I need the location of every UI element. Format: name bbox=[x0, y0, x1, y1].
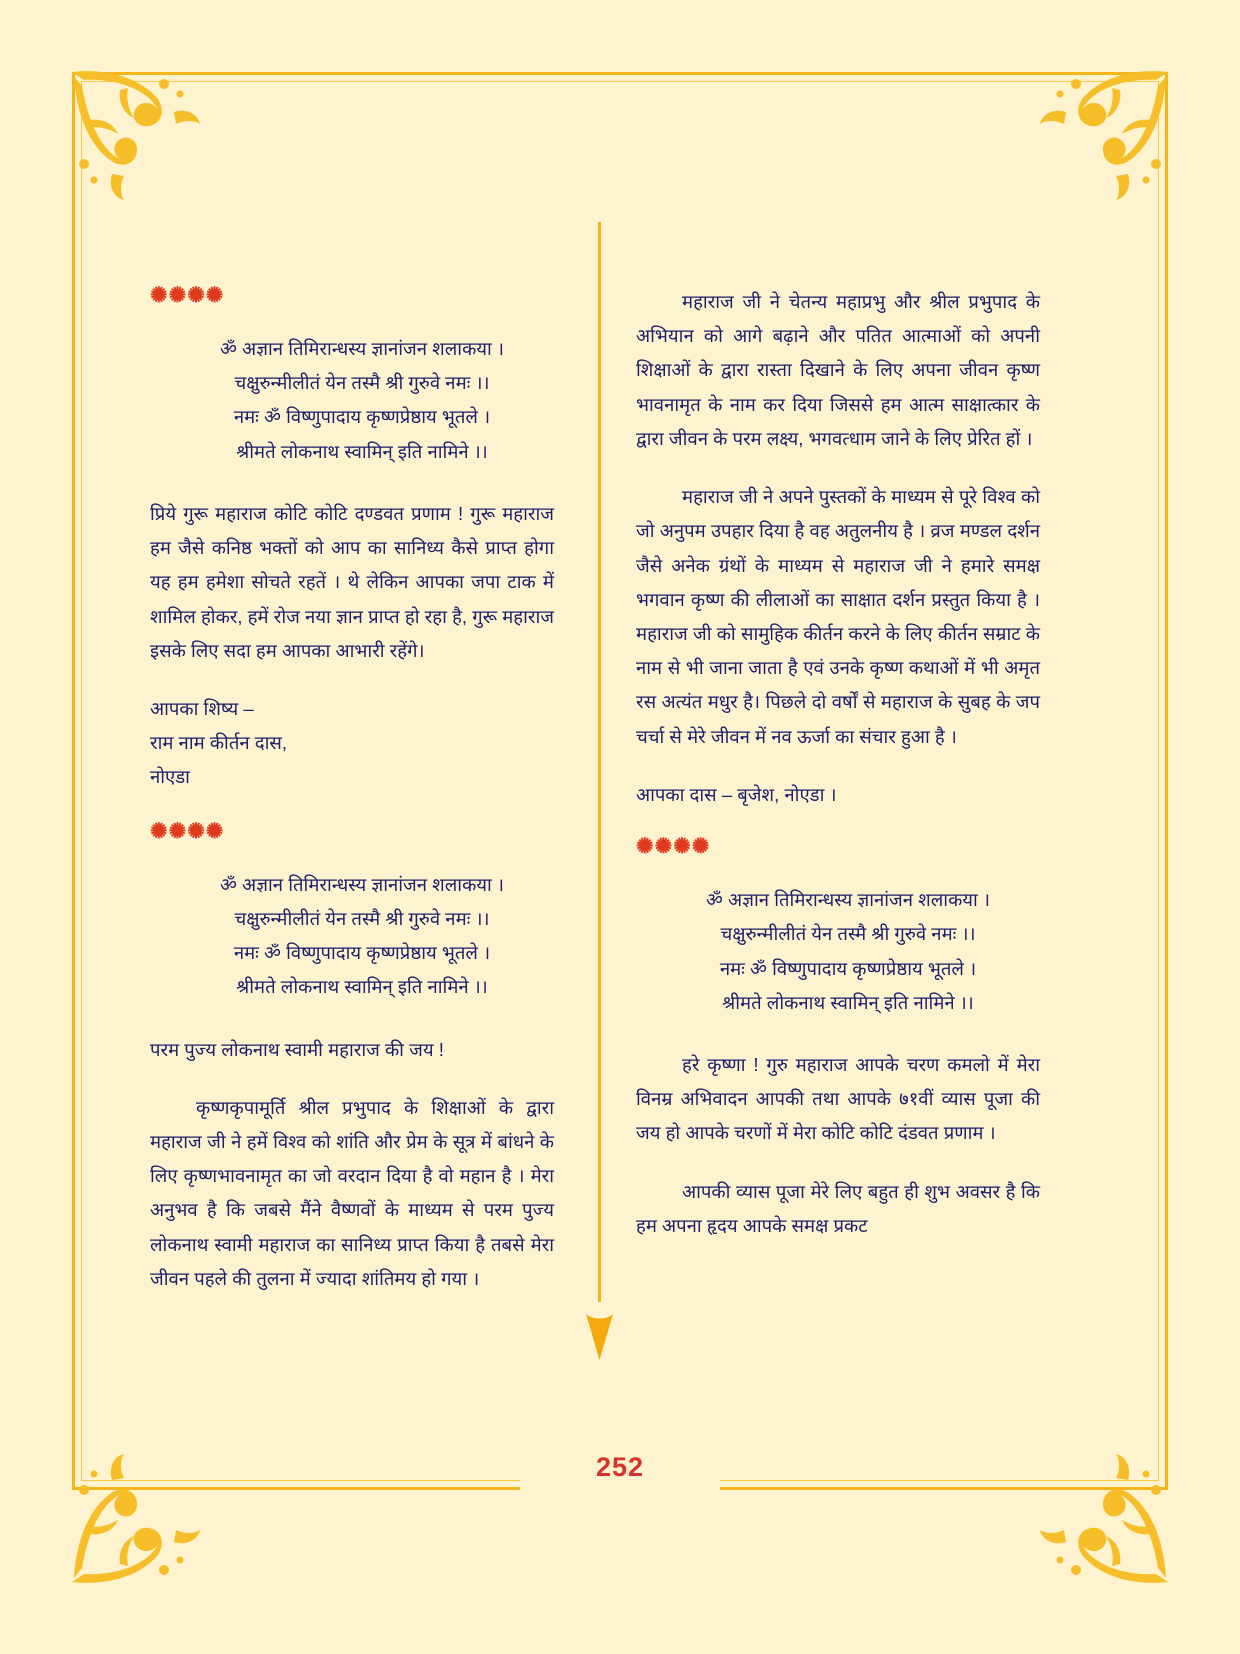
body-paragraph: महाराज जी ने चेतन्य महाप्रभु और श्रील प्रभुपाद के अभियान को आगे बढ़ाने और पतित आत्माओं को अपनी शिक्षाओं के द्वारा रास्ता दिखाने के लिए अपना जीवन कृष्ण भावनामृत के नाम कर दिया जिससे हम आत्म साक्षात्कार के द्वारा जीवन के परम लक्ष्य, भगवत्धाम जाने के लिए प्रेरित हों । bbox=[636, 291, 1040, 449]
sanskrit-verse bbox=[150, 332, 554, 469]
right-text-column bbox=[636, 285, 1040, 1267]
signature-line: राम नाम कीर्तन दास, bbox=[150, 732, 288, 754]
sanskrit-verse bbox=[636, 883, 1040, 1020]
signature-block bbox=[150, 692, 554, 795]
verse-line: चक्षुरुन्मीलीतं येन तस्मै श्री गुरुवे नमः ।। bbox=[720, 923, 976, 945]
verse-line: ॐ अज्ञान तिमिरान्धस्य ज्ञानांजन शलाकया । bbox=[220, 873, 504, 895]
verse-line: नमः ॐ विष्णुपादाय कृष्णप्रेष्ठाय भूतले । bbox=[719, 957, 977, 979]
left-text-column bbox=[150, 285, 554, 1320]
signature-line: आपका शिष्य – bbox=[150, 697, 254, 719]
star-divider: ✺✺✺✺ bbox=[636, 835, 711, 859]
verse-line: नमः ॐ विष्णुपादाय कृष्णप्रेष्ठाय भूतले । bbox=[233, 942, 491, 964]
body-paragraph: महाराज जी ने अपने पुस्तकों के माध्यम से पूरे विश्व को जो अनुपम उपहार दिया है वह अतुलनीय है । व्रज मण्डल दर्शन जैसे अनेक ग्रंथों के माध्यम से महाराज जी ने हमारे समक्ष भगवान कृष्ण की लीलाओं का साक्षात दर्शन प्रस्तुत किया है । महाराज जी को सामुहिक कीर्तन करने के लिए कीर्तन सम्राट के नाम से भी जाना जाता है एवं उनके कृष्ण कथाओं में भी अमृत रस अत्यंत मधुर है। पिछले दो वर्षों से महाराज के सुबह के जप चर्चा से मेरे जीवन में नव ऊर्जा का संचार हुआ है । bbox=[636, 486, 1040, 747]
verse-line: ॐ अज्ञान तिमिरान्धस्य ज्ञानांजन शलाकया । bbox=[706, 889, 990, 911]
star-divider: ✺✺✺✺ bbox=[150, 284, 225, 307]
body-paragraph: आपकी व्यास पूजा मेरे लिए बहुत ही शुभ अवसर है कि हम अपना हृदय आपके समक्ष प्रकट bbox=[636, 1180, 1040, 1236]
verse-line: चक्षुरुन्मीलीतं येन तस्मै श्री गुरुवे नमः ।। bbox=[234, 372, 490, 394]
verse-line: श्रीमते लोकनाथ स्वामिन् इति नामिने ।। bbox=[236, 440, 488, 462]
verse-line: नमः ॐ विष्णुपादाय कृष्णप्रेष्ठाय भूतले । bbox=[233, 406, 491, 428]
verse-line: चक्षुरुन्मीलीतं येन तस्मै श्री गुरुवे नमः ।। bbox=[234, 907, 490, 929]
body-paragraph: आपका दास – बृजेश, नोएडा । bbox=[636, 783, 837, 805]
verse-line: ॐ अज्ञान तिमिरान्धस्य ज्ञानांजन शलाकया । bbox=[220, 338, 504, 359]
verse-line: श्रीमते लोकनाथ स्वामिन् इति नामिने ।। bbox=[236, 976, 488, 998]
body-paragraph: कृष्णकृपामूर्ति श्रील प्रभुपाद के शिक्षाओं के द्वारा महाराज जी ने हमें विश्व को शांति और प्रेम के सूत्र में बांधने के लिए कृष्णभावनामृत का जो वरदान दिया है वो महान है । मेरा अनुभव है कि जबसे मैंने वैष्णवों के माध्यम से परम पुज्य लोकनाथ स्वामी महाराज का सानिध्य प्राप्त किया है तबसे मेरा जीवन पहले की तुलना में ज्यादा शांतिमय हो गया । bbox=[150, 1096, 554, 1289]
page-number: 252 bbox=[595, 1452, 645, 1482]
body-paragraph: परम पुज्य लोकनाथ स्वामी महाराज की जय ! bbox=[150, 1038, 444, 1060]
signature-line: नोएडा bbox=[150, 766, 190, 788]
body-paragraph: प्रिये गुरू महाराज कोटि कोटि दण्डवत प्रणाम ! गुरू महाराज हम जैसे कनिष्ठ भक्तों को आप का सानिध्य कैसे प्राप्त होगा यह हम हमेशा सोचते रहतें । थे लेकिन आपका जपा टाक में शामिल होकर, हमें रोज नया ज्ञान प्राप्त हो रहा है, गुरू महाराज इसके लिए सदा हम आपका आभारी रहेंगे। bbox=[150, 502, 554, 661]
star-divider: ✺✺✺✺ bbox=[150, 819, 225, 843]
sanskrit-verse bbox=[150, 868, 554, 1005]
body-paragraph: हरे कृष्णा ! गुरु महाराज आपके चरण कमलो में मेरा विनम्र अभिवादन आपकी तथा आपके ७१वीं व्यास पूजा की जय हो आपके चरणों में मेरा कोटि कोटि दंडवत प्रणाम । bbox=[636, 1053, 1040, 1144]
verse-line: श्रीमते लोकनाथ स्वामिन् इति नामिने ।। bbox=[722, 991, 974, 1013]
